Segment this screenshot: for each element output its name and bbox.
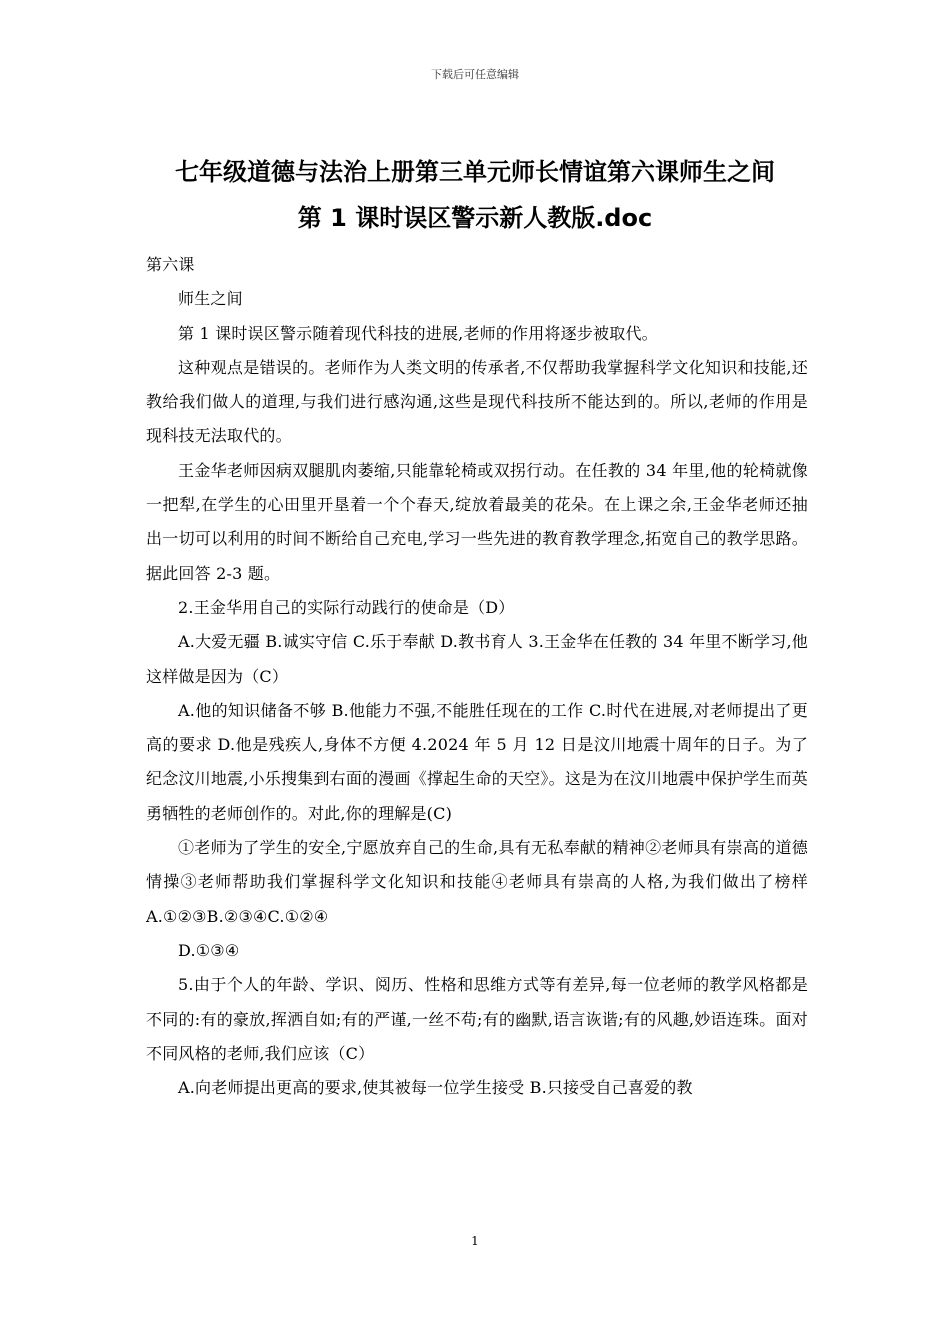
paragraph: 王金华老师因病双腿肌肉萎缩,只能靠轮椅或双拐行动。在任教的 34 年里,他的轮椅就像一把犁,在学生的心田里开垦着一个个春天,绽放着最美的花朵。在上课之余,王金华老师还抽出一切可以利用的时间不断给自己充电,学习一些先进的教育教学理念,拓宽自己的教学思路。据此回答 2-3 题。	[146, 460, 808, 583]
paragraph: D.①③④	[178, 940, 240, 960]
paragraph: A.大爱无疆 B.诚实守信 C.乐于奉献 D.教书育人 3.王金华在任教的 34 年里不断学习,他这样做是因为（C）	[146, 632, 808, 686]
document-title-line-1: 七年级道德与法治上册第三单元师长情谊第六课师生之间	[175, 158, 775, 186]
paragraph: ①老师为了学生的安全,宁愿放弃自己的生命,具有无私奉献的精神②老师具有崇高的道德情操③老师帮助我们掌握科学文化知识和技能④老师具有崇高的人格,为我们做出了榜样 A.①②③B.②③④C.①②④	[146, 838, 808, 926]
paragraph: 5.由于个人的年龄、学识、阅历、性格和思维方式等有差异,每一位老师的教学风格都是不同的:有的豪放,挥洒自如;有的严谨,一丝不苟;有的幽默,语言诙谐;有的风趣,妙语连珠。面对不同风格的老师,我们应该（C）	[146, 975, 808, 1063]
paragraph: 师生之间	[178, 289, 243, 309]
paragraph: 这种观点是错误的。老师作为人类文明的传承者,不仅帮助我掌握科学文化知识和技能,还教给我们做人的道理,与我们进行感沟通,这些是现代科技所不能达到的。所以,老师的作用是现科技无法取代的。	[146, 357, 808, 446]
document-title-line-2: 第 1 课时误区警示新人教版.doc	[297, 204, 653, 232]
paragraph: 2.王金华用自己的实际行动践行的使命是（D）	[178, 597, 515, 617]
paragraph: A.向老师提出更高的要求,使其被每一位学生接受 B.只接受自己喜爱的教	[178, 1078, 693, 1098]
document-body	[146, 248, 808, 1105]
header-note: 下载后可任意编辑	[431, 68, 519, 81]
paragraph: A.他的知识储备不够 B.他能力不强,不能胜任现在的工作 C.时代在进展,对老师提出了更高的要求 D.他是残疾人,身体不方便 4.2024 年 5 月 12 日是汶川地震十周年的日子。为了纪念汶川地震,小乐搜集到右面的漫画《撑起生命的天空》。这是为在汶川地震中保护学生而英勇牺牲的老师创作的。对此,你的理解是(C)	[146, 700, 808, 823]
paragraph: 第 1 课时误区警示随着现代科技的进展,老师的作用将逐步被取代。	[178, 323, 658, 343]
paragraph: 第六课	[146, 255, 195, 274]
page-number: 1	[471, 1234, 479, 1248]
